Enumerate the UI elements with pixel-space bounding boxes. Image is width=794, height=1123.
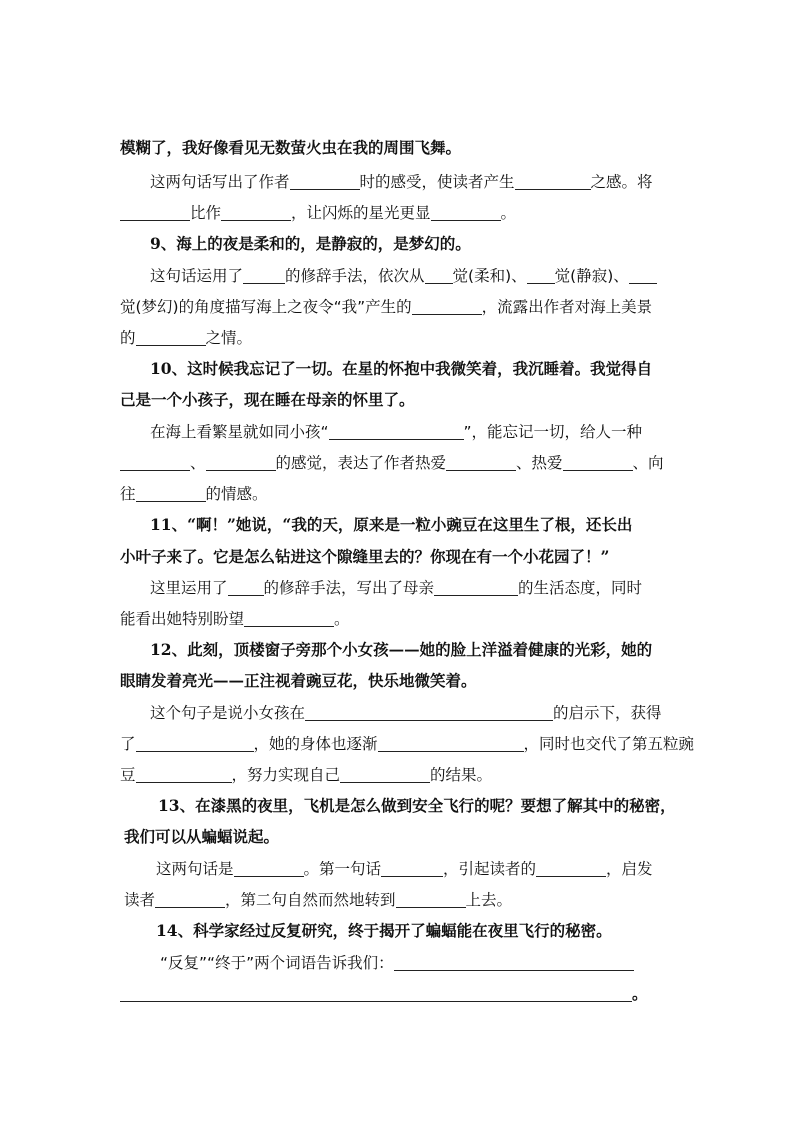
q12-title-line-1: 12、此刻，顶楼窗子旁那个小女孩——她的脸上洋溢着健康的光彩，她的 — [150, 640, 653, 659]
q8-line-2: 比作 ，让闪烁的星光更显 。 — [120, 202, 516, 224]
q10-title-line-1: 10、这时候我忘记了一切。在星的怀抱中我微笑着，我沉睡着。我觉得自 — [150, 359, 653, 378]
q11-title-line-1: 11、“啊！”她说，“我的天，原来是一粒小豌豆在这里生了根，还长出 — [150, 515, 633, 534]
q9-title: 9、海上的夜是柔和的，是静寂的，是梦幻的。 — [150, 234, 471, 253]
q13-line-2: 读者 ，第二句自然而然地转到 上去。 — [124, 891, 513, 909]
q10-line-1: 在海上看繁星就如同小孩“ ”，能忘记一切，给人一种 — [150, 423, 643, 441]
blank[interactable] — [234, 860, 304, 877]
blank[interactable] — [381, 860, 443, 877]
blank[interactable] — [120, 204, 190, 221]
q9-line-3: 的 之情。 — [120, 329, 253, 347]
blank[interactable] — [136, 766, 232, 783]
q12-line-3: 豆 ，努力实现自己 的结果。 — [120, 766, 493, 784]
blank[interactable] — [290, 173, 360, 190]
q11-line-1: 这里运用了 的修辞手法，写出了母亲 的生活态度，同时 — [150, 579, 643, 597]
q9-line-1: 这句话运用了 的修辞手法，依次从 觉(柔和)、 觉(静寂)、 — [150, 265, 657, 287]
blank[interactable] — [305, 704, 553, 721]
blank[interactable] — [206, 454, 276, 471]
blank[interactable] — [396, 891, 466, 908]
q14-line-1: “反复”“终于”两个词语告诉我们： — [160, 952, 634, 974]
blank[interactable] — [221, 204, 291, 221]
q10-line-2: 、 的感觉，表达了作者热爱 、热爱 、向 — [120, 452, 664, 474]
q8-line-1: 这两句话写出了作者 时的感受，使读者产生 之感。将 — [150, 173, 653, 191]
blank[interactable] — [244, 610, 334, 627]
blank[interactable] — [136, 485, 206, 502]
blank[interactable] — [425, 267, 453, 284]
q13-title-line-1: 13、在漆黑的夜里，飞机是怎么做到安全飞行的呢？要想了解其中的秘密， — [158, 796, 676, 815]
blank[interactable] — [446, 454, 516, 471]
blank[interactable] — [412, 298, 482, 315]
blank[interactable] — [136, 329, 206, 346]
q10-line-3: 往 的情感。 — [120, 485, 268, 503]
blank[interactable] — [155, 891, 225, 908]
q13-title-line-2: 我们可以从蝙蝠说起。 — [124, 827, 280, 846]
blank[interactable] — [629, 267, 657, 284]
q14-line-2: 。 — [120, 983, 648, 1005]
q9-line-2: 觉(梦幻)的角度描写海上之夜令“我”产生的 ，流露出作者对海上美景 — [120, 298, 653, 316]
q11-line-2: 能看出她特别盼望 。 — [120, 610, 350, 628]
blank[interactable] — [340, 766, 430, 783]
q10-title-line-2: 己是一个小孩子，现在睡在母亲的怀里了。 — [120, 390, 415, 409]
q11-title-line-2: 小叶子来了。它是怎么钻进这个隙缝里去的？你现在有一个小花园了！” — [120, 547, 610, 566]
q12-line-2: 了 ，她的身体也逐渐 ，同时也交代了第五粒豌 — [120, 735, 695, 753]
blank[interactable] — [243, 267, 285, 284]
q12-title-line-2: 眼睛发着亮光——正注视着豌豆花，快乐地微笑着。 — [120, 671, 477, 690]
q14-title: 14、科学家经过反复研究，终于揭开了蝙蝠能在夜里飞行的秘密。 — [156, 921, 612, 940]
blank[interactable] — [515, 173, 591, 190]
q13-line-1: 这两句话是 。第一句话 ，引起读者的 ，启发 — [156, 860, 653, 878]
blank[interactable] — [394, 954, 634, 971]
blank[interactable] — [329, 423, 464, 440]
blank[interactable] — [136, 735, 254, 752]
blank[interactable] — [228, 579, 264, 596]
q12-line-1: 这个句子是说小女孩在 的启示下，获得 — [150, 704, 662, 722]
blank[interactable] — [536, 860, 606, 877]
blank[interactable] — [431, 204, 501, 221]
blank[interactable] — [378, 735, 524, 752]
q8-sentence-tail: 模糊了，我好像看见无数萤火虫在我的周围飞舞。 — [120, 138, 462, 157]
blank[interactable] — [563, 454, 633, 471]
blank[interactable] — [434, 579, 518, 596]
blank[interactable] — [527, 267, 555, 284]
blank[interactable] — [120, 454, 190, 471]
blank[interactable] — [120, 985, 632, 1002]
